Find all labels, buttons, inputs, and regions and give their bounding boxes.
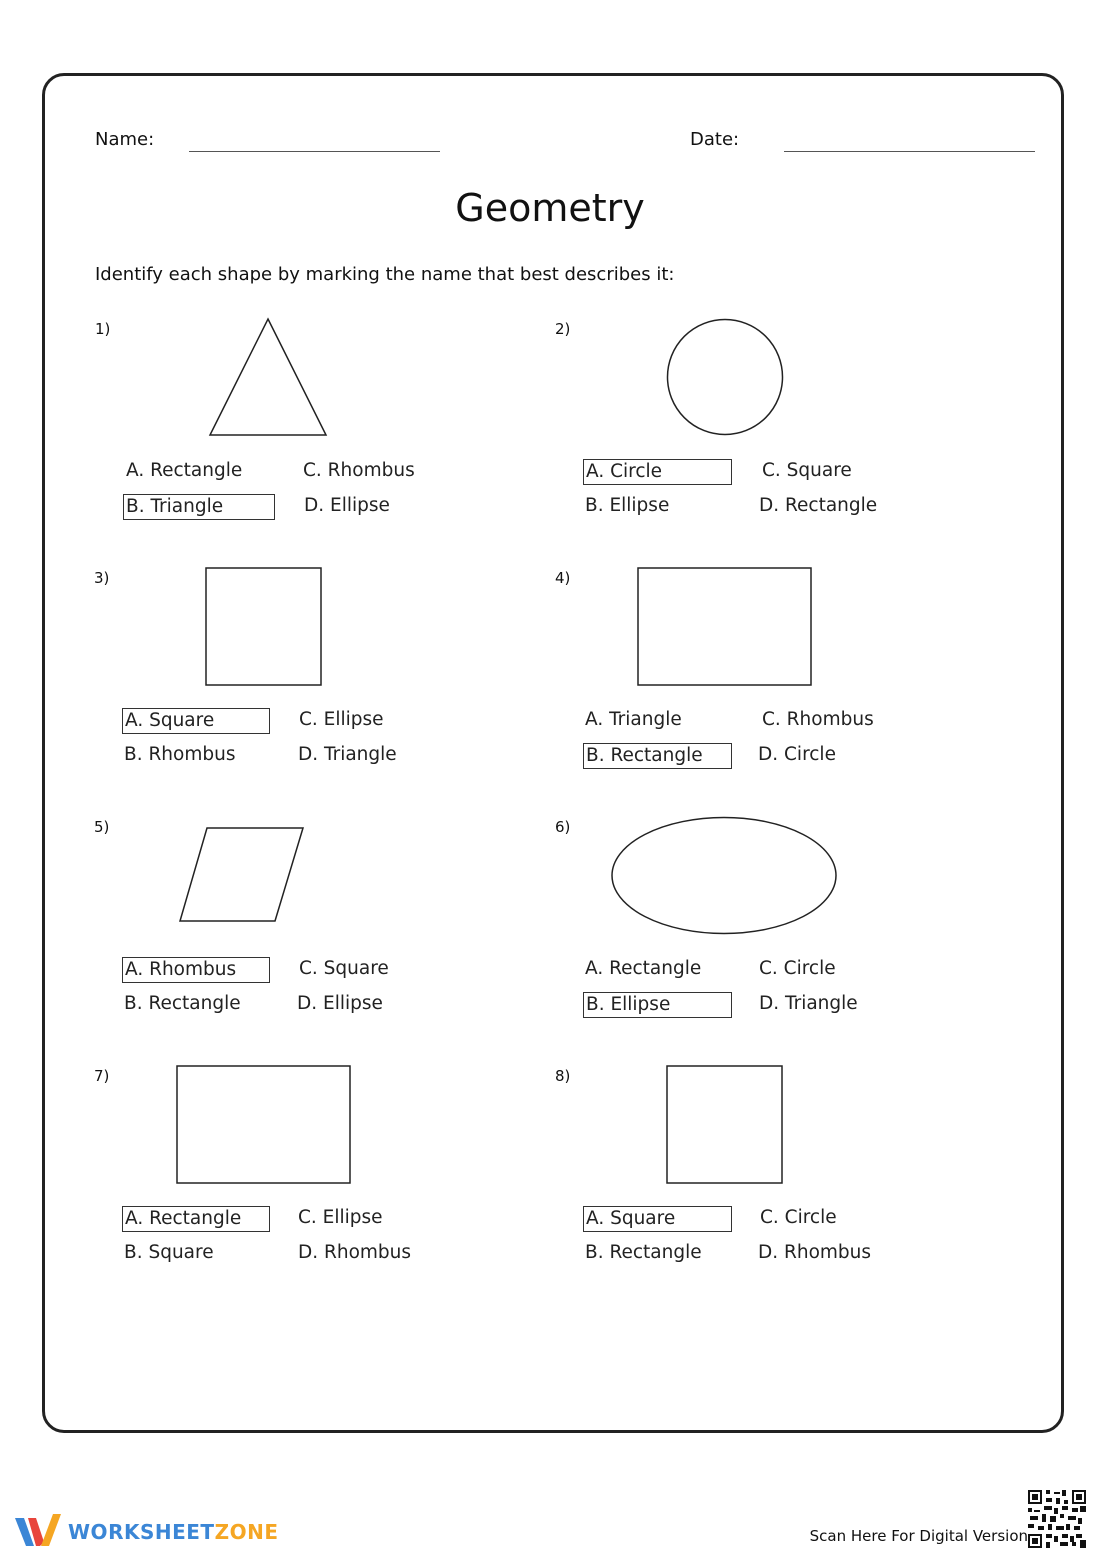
option-d[interactable]: D. Ellipse	[297, 993, 383, 1014]
qr-code-icon[interactable]	[1028, 1490, 1086, 1548]
option-d[interactable]: D. Triangle	[298, 744, 397, 765]
option-a[interactable]: A. Square	[122, 708, 270, 734]
option-c[interactable]: C. Circle	[759, 958, 836, 979]
option-c[interactable]: C. Square	[762, 460, 852, 481]
option-b[interactable]: B. Rectangle	[585, 1242, 702, 1263]
square-icon	[203, 565, 324, 688]
option-c[interactable]: C. Rhombus	[303, 460, 415, 481]
brand-name[interactable]	[68, 1520, 278, 1544]
option-b[interactable]: B. Rectangle	[583, 743, 732, 769]
brand-accent: ZONE	[214, 1520, 279, 1544]
date-label: Date:	[690, 129, 740, 150]
name-label: Name:	[95, 129, 155, 150]
option-d[interactable]: D. Rhombus	[758, 1242, 872, 1263]
option-d[interactable]: D. Circle	[758, 744, 836, 765]
option-b[interactable]: B. Ellipse	[583, 992, 732, 1018]
option-b[interactable]: B. Rhombus	[124, 744, 236, 765]
question-number: 3)	[94, 569, 110, 587]
rhombus-icon	[176, 825, 307, 925]
worksheetzone-logo-icon	[15, 1512, 63, 1550]
question-number: 8)	[555, 1067, 571, 1085]
option-a[interactable]: A. Rhombus	[122, 957, 270, 983]
instructions-text: Identify each shape by marking the name that best describes it:	[95, 264, 675, 285]
option-c[interactable]: C. Ellipse	[298, 1207, 383, 1228]
option-c[interactable]: C. Rhombus	[762, 709, 874, 730]
option-b[interactable]: B. Triangle	[123, 494, 275, 520]
option-a[interactable]: A. Rectangle	[122, 1206, 270, 1232]
page-title: Geometry	[455, 186, 645, 230]
option-a[interactable]: A. Rectangle	[585, 958, 702, 979]
question-number: 1)	[95, 320, 111, 338]
option-b[interactable]: B. Ellipse	[585, 495, 670, 516]
scan-text: Scan Here For Digital Version	[809, 1527, 1028, 1545]
option-d[interactable]: D. Rhombus	[298, 1242, 412, 1263]
option-a[interactable]: A. Rectangle	[126, 460, 243, 481]
question-number: 7)	[94, 1067, 110, 1085]
option-c[interactable]: C. Circle	[760, 1207, 837, 1228]
question-number: 4)	[555, 569, 571, 587]
option-a[interactable]: A. Triangle	[585, 709, 682, 730]
rectangle-icon	[635, 565, 814, 688]
option-d[interactable]: D. Triangle	[759, 993, 858, 1014]
option-b[interactable]: B. Rectangle	[124, 993, 241, 1014]
rectangle-icon	[174, 1063, 353, 1186]
date-field[interactable]	[784, 151, 1035, 152]
option-d[interactable]: D. Rectangle	[759, 495, 878, 516]
option-c[interactable]: C. Square	[299, 958, 389, 979]
square-icon	[664, 1063, 785, 1186]
option-a[interactable]: A. Square	[583, 1206, 732, 1232]
triangle-icon	[205, 315, 331, 440]
brand-main: WORKSHEET	[68, 1520, 215, 1544]
circle-icon	[664, 316, 786, 438]
question-number: 2)	[555, 320, 571, 338]
option-a[interactable]: A. Circle	[583, 459, 732, 485]
ellipse-icon	[608, 814, 840, 937]
option-b[interactable]: B. Square	[124, 1242, 214, 1263]
question-number: 5)	[94, 818, 110, 836]
question-number: 6)	[555, 818, 571, 836]
option-c[interactable]: C. Ellipse	[299, 709, 384, 730]
option-d[interactable]: D. Ellipse	[304, 495, 390, 516]
name-field[interactable]	[189, 151, 440, 152]
